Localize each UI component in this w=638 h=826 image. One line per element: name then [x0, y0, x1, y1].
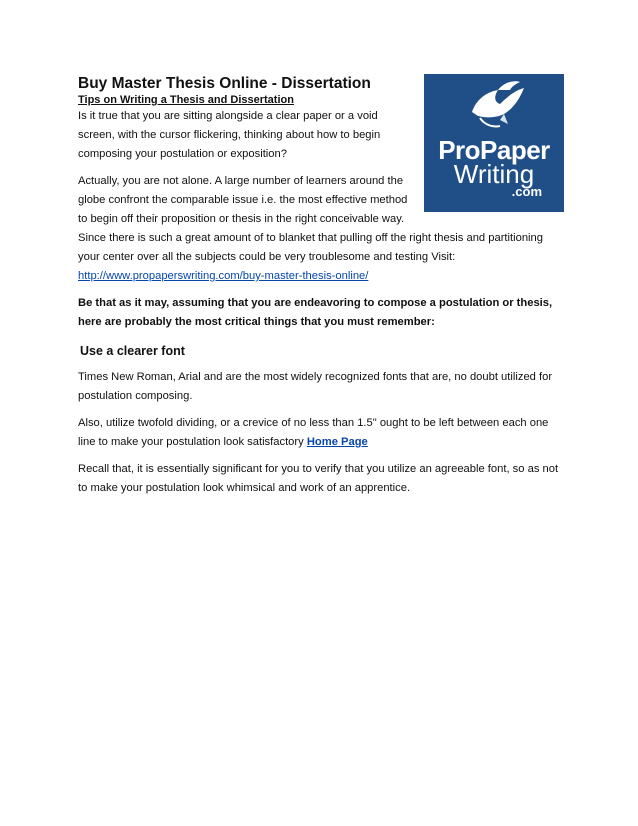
document-title: Buy Master Thesis Online - Dissertation — [78, 75, 371, 92]
paragraph-recall: Recall that, it is essentially significant for you to verify that you utilize an agreeable font, so as not to make your postulation look whimsical and work of an apprentice. — [78, 463, 559, 494]
document-content — [78, 74, 564, 506]
logo-line1: ProPaper — [438, 135, 550, 165]
paragraph-spacing — [78, 414, 564, 452]
buy-master-thesis-link[interactable]: http://www.propaperswriting.com/buy-master-thesis-online/ — [78, 270, 369, 282]
paragraph-not-alone-text: Actually, you are not alone. A large number of learners around the globe confront the comparable issue i.e. the most effective method to begin off their proposition or thesis in the right conceivable way. Since there is such a great amount of to blanket that pulling off the right thesis and partitioning your center over all the subjects could be very troublesome and testing Visit: — [78, 175, 543, 263]
home-page-link[interactable]: Home Page — [306, 436, 368, 448]
section-heading-clearer-font: Use a clearer font — [80, 344, 185, 358]
paragraph-fonts: Times New Roman, Arial and are the most widely recognized fonts that are, no doubt utilized for postulation composing. — [78, 371, 553, 402]
propaperwriting-logo — [424, 74, 564, 212]
logo-line3: .com — [511, 184, 542, 199]
paper-bird-icon — [424, 74, 564, 136]
logo-line2: Writing — [453, 159, 535, 189]
paragraph-intro: Is it true that you are sitting alongside a clear paper or a void screen, with the cursor flickering, thinking about how to begin composing your postulation or exposition? — [78, 110, 381, 160]
document-subtitle: Tips on Writing a Thesis and Dissertation — [78, 94, 294, 106]
paragraph-remember: Be that as it may, assuming that you are endeavoring to compose a postulation or thesis, here are probably the most critical things that you must remember: — [78, 297, 553, 328]
paragraph-spacing-text: Also, utilize twofold dividing, or a crevice of no less than 1.5" ought to be left between each one line to make your postulation look satisfactory — [78, 417, 549, 448]
